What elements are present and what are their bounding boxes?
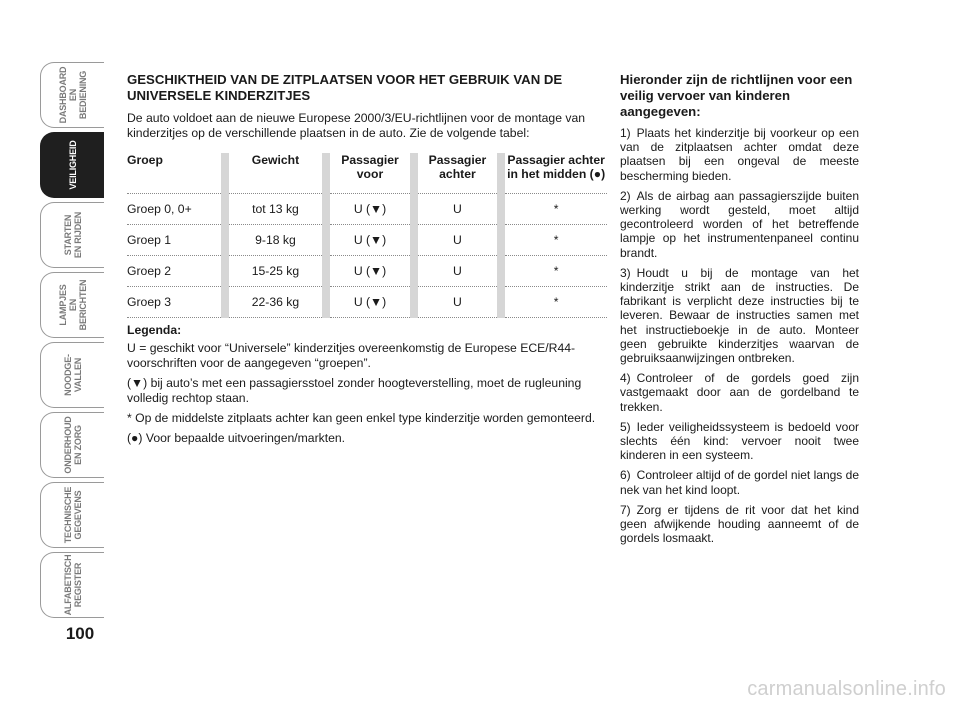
section-heading: GESCHIKTHEID VAN DE ZITPLAATSEN VOOR HET GEBRUIK VAN DE UNIVERSELE KINDERZITJES <box>127 72 563 103</box>
legend-item: * Op de middelste zitplaats achter kan geen enkel type kinderzitje worden gemonteerd. <box>127 411 596 425</box>
tab-onderhoud[interactable] <box>40 412 104 478</box>
tab-lampjes[interactable] <box>40 272 104 338</box>
guidelines-heading: Hieronder zijn de richtlijnen voor een veilig vervoer van kinderen aangegeven: <box>620 72 853 119</box>
table-cell: U <box>418 287 497 318</box>
table-cell: * <box>505 256 607 287</box>
guideline-item <box>620 420 859 463</box>
column-separator <box>322 225 330 256</box>
column-separator <box>221 225 229 256</box>
legend-item: (●) Voor bepaalde uitvoeringen/markten. <box>127 431 346 445</box>
column-separator <box>221 153 229 194</box>
table-cell: U (▼) <box>330 225 409 256</box>
table-cell: tot 13 kg <box>229 194 323 225</box>
column-separator <box>410 225 418 256</box>
tab-label: DASHBOARD EN BEDIENING <box>57 66 88 124</box>
column-header: Passagier achter in het midden (●) <box>507 153 606 181</box>
tab-technische-gegevens[interactable] <box>40 482 104 548</box>
left-column <box>127 72 607 446</box>
table-cell: U (▼) <box>330 256 409 287</box>
legend-item: U = geschikt voor “Universele” kinderzitjes overeenkomstig de Europese ECE/R44-voorschriften voor de aangegeven “groepen”. <box>127 341 576 370</box>
guideline-number: 7) <box>620 502 631 517</box>
table-row <box>127 225 607 256</box>
tab-starten[interactable] <box>40 202 104 268</box>
table-cell: Groep 0, 0+ <box>127 194 221 225</box>
column-header: Gewicht <box>251 153 300 167</box>
tab-label: STARTEN EN RIJDEN <box>62 211 83 259</box>
table-cell: 9-18 kg <box>229 225 323 256</box>
tab-label: LAMPJES EN BERICHTEN <box>57 279 88 331</box>
column-separator <box>322 256 330 287</box>
table-cell: 22-36 kg <box>229 287 323 318</box>
column-separator <box>221 194 229 225</box>
tab-alfabetisch-register[interactable] <box>40 552 104 618</box>
tab-dashboard[interactable] <box>40 62 104 128</box>
table-header-row <box>127 153 607 194</box>
column-separator <box>221 287 229 318</box>
column-separator <box>322 153 330 194</box>
guideline-text: Houdt u bij de montage van het kinderzitje strikt aan de instructies. De fabrikant is verplicht deze instructies bij te leveren. Bewaar de instructies samen met het instructieboekje in de auto. Monteer geen gebruikte kinderzitjes waarvan de gebruiksaanwijzingen ontbreken. <box>620 265 859 366</box>
guideline-text: Controleer of de gordels goed zijn vastgemaakt door aan de gordelband te trekken. <box>620 371 859 414</box>
legend-title: Legenda: <box>127 323 182 337</box>
page-number: 100 <box>65 624 95 643</box>
guideline-text: Plaats het kinderzitje bij voorkeur op een van de zitplaatsen achter omdat deze plaatsen bij een ongeval de meeste bescherming bieden. <box>620 126 859 183</box>
guideline-text: Als de airbag aan passagierszijde buiten werking wordt gesteld, moet altijd gecontroleerd worden of het betreffende lampje op het instrumentenpaneel continu brandt. <box>620 188 859 260</box>
guideline-item <box>620 189 859 260</box>
tab-label: ONDERHOUD EN ZORG <box>62 416 83 474</box>
column-separator <box>497 194 505 225</box>
table-cell: U <box>418 194 497 225</box>
column-separator <box>497 225 505 256</box>
guideline-text: Ieder veiligheidssysteem is bedoeld voor slechts één kind: vervoer nooit twee kinderen in een systeem. <box>620 419 859 463</box>
legend <box>127 323 607 446</box>
guideline-number: 6) <box>620 468 631 483</box>
table-row <box>127 194 607 225</box>
table-cell: 15-25 kg <box>229 256 323 287</box>
guideline-number: 3) <box>620 265 631 280</box>
tab-noodgevallen[interactable] <box>40 342 104 408</box>
table-cell: * <box>505 287 607 318</box>
table-cell: * <box>505 194 607 225</box>
column-separator <box>410 153 418 194</box>
column-separator <box>322 194 330 225</box>
column-separator <box>497 287 505 318</box>
table-cell: Groep 2 <box>127 256 221 287</box>
seat-suitability-table <box>127 153 607 318</box>
tab-label: VEILIGHEID <box>67 140 78 190</box>
guideline-text: Zorg er tijdens de rit voor dat het kind geen afwijkende houding aanneemt of de gordels losmaakt. <box>620 502 859 546</box>
table-row <box>127 256 607 287</box>
column-header: Passagier voor <box>341 153 399 181</box>
guideline-item <box>620 468 859 496</box>
guideline-item <box>620 503 859 546</box>
table-cell: U <box>418 256 497 287</box>
table-cell: Groep 3 <box>127 287 221 318</box>
column-separator <box>410 256 418 287</box>
guideline-item <box>620 126 859 183</box>
column-separator <box>497 153 505 194</box>
table-cell: U (▼) <box>330 194 409 225</box>
guideline-number: 5) <box>620 419 631 434</box>
column-header: Passagier achter <box>428 153 487 181</box>
column-separator <box>322 287 330 318</box>
watermark: carmanualsonline.info <box>747 678 946 700</box>
legend-item: (▼) bij auto’s met een passagiersstoel zonder hoogteverstelling, moet de rugleuning volledig rechtop staan. <box>127 376 582 405</box>
column-separator <box>497 256 505 287</box>
column-header: Groep <box>127 153 163 167</box>
column-separator <box>410 194 418 225</box>
column-separator <box>410 287 418 318</box>
intro-paragraph: De auto voldoet aan de nieuwe Europese 2000/3/EU-richtlijnen voor de montage van kinderzitjes op de verschillende plaatsen in de auto. Zie de volgende tabel: <box>127 111 586 140</box>
table-row <box>127 287 607 318</box>
table-cell: * <box>505 225 607 256</box>
guideline-number: 1) <box>620 126 631 140</box>
table-cell: U (▼) <box>330 287 409 318</box>
guideline-number: 4) <box>620 371 631 386</box>
guideline-item <box>620 266 859 365</box>
guideline-text: Controleer altijd of de gordel niet langs de nek van het kind loopt. <box>620 468 859 497</box>
guideline-item <box>620 371 859 414</box>
table-cell: Groep 1 <box>127 225 221 256</box>
table-cell: U <box>418 225 497 256</box>
guideline-number: 2) <box>620 188 631 203</box>
tab-label: TECHNISCHE GEGEVENS <box>62 486 83 544</box>
tab-label: ALFABETISCH REGISTER <box>62 554 83 616</box>
column-separator <box>221 256 229 287</box>
tab-label: NOODGE- VALLEN <box>62 354 83 396</box>
tab-veiligheid[interactable] <box>40 132 104 198</box>
section-tabs <box>40 62 106 622</box>
right-column <box>620 72 859 545</box>
